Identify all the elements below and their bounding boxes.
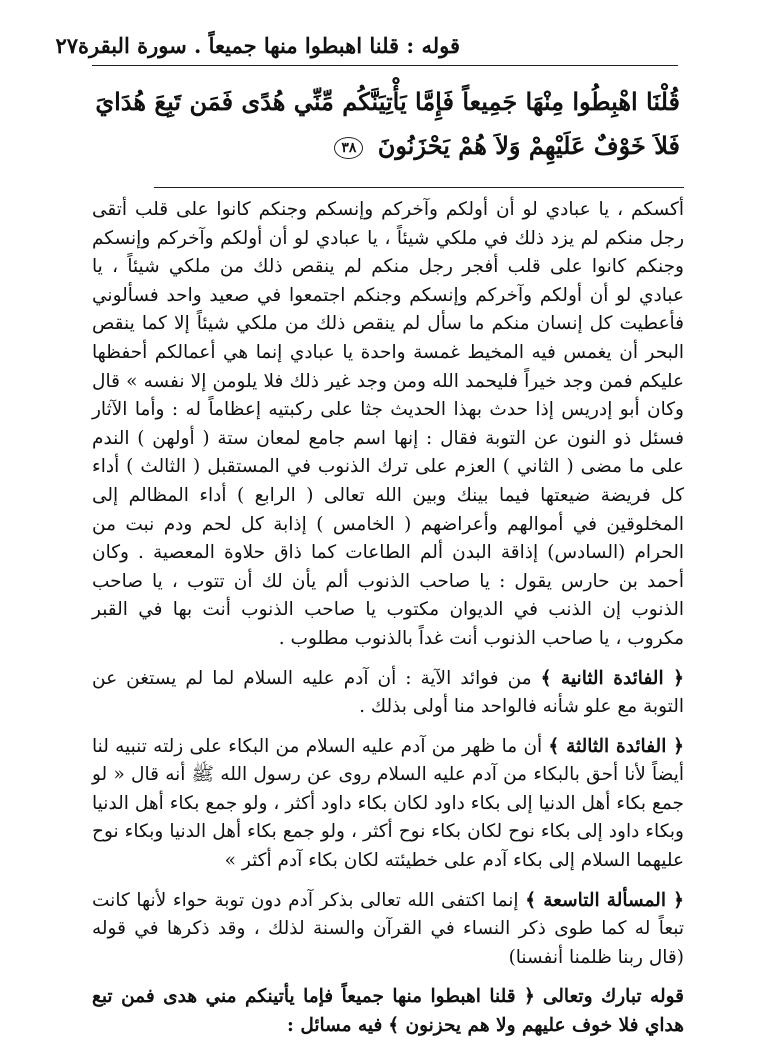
paragraph-second-benefit — [92, 665, 684, 722]
paragraph-next-verse — [92, 983, 684, 1040]
running-header — [55, 30, 706, 60]
header-rule — [92, 65, 678, 66]
paragraph-ninth-issue — [92, 887, 684, 973]
paragraph-text: فيه مسائل : — [287, 1015, 383, 1037]
paragraph-third-benefit — [92, 733, 684, 876]
paragraph-text: قوله تبارك وتعالى — [542, 986, 684, 1008]
section-label: ﴿ الفائدة الثالثة ﴾ — [548, 735, 684, 757]
verse-text: قُلْنَا اهْبِطُوا مِنْهَا جَمِيعاً فَإِمَّا يَأْتِيَنَّكُم مِّنِّي هُدًى فَمَن تَبِعَ هُدَايَ فَلاَ خَوْفٌ عَلَيْهِمْ وَلاَ هُمْ يَحْزَنُونَ — [95, 87, 680, 160]
section-label: ﴿ الفائدة الثانية ﴾ — [540, 667, 684, 689]
quoted-verse: ﴿ قلنا اهبطوا منها جميعاً فإما يأتينكم مني هدى فمن تبع هداي فلا خوف عليهم ولا هم يحزنون ﴾ — [92, 986, 684, 1037]
section-label: ﴿ المسألة التاسعة ﴾ — [525, 889, 684, 911]
paragraph-text: من فوائد الآية : أن آدم عليه السلام لما لم يستغن عن التوبة مع علو شأنه فالواحد منا أولى بذلك . — [92, 667, 684, 718]
paragraph-text: إنما اكتفى الله تعالى بذكر آدم دون توبة حواء لأنها كانت تبعاً له كما طوى ذكر النساء في القرآن والسنة لذلك ، وقد ذكرها في قوله (قال ربنا ظلمنا أنفسنا) — [92, 889, 684, 968]
quran-verse — [92, 80, 680, 168]
header-title: قوله : قلنا اهبطوا منها جميعاً . سورة البقرة — [78, 32, 460, 58]
verse-number-marker: ٣٨ — [334, 137, 363, 159]
commentary-body — [92, 196, 684, 1041]
paragraph-text: أن ما ظهر من آدم عليه السلام من البكاء على زلته تنبيه لنا أيضاً لأنا أحق بالبكاء من آدم عليه السلام روى عن رسول الله ﷺ أنه قال « لو جمع بكاء أهل الدنيا إلى بكاء داود لكان بكاء داود أكثر ، ولو جمع بكاء أهل الدنيا وبكاء داود إلى بكاء نوح لكان بكاء نوح أكثر ، ولو جمع بكاء أهل الدنيا وبكاء نوح عليهما السلام إلى بكاء آدم على خطيئته لكان بكاء آدم أكثر » — [92, 735, 684, 872]
verse-separator-rule — [154, 187, 684, 188]
paragraph-hadith-and-repentance — [92, 196, 684, 654]
page-number: ٢٧ — [55, 32, 78, 58]
paragraph-text: أكسكم ، يا عبادي لو أن أولكم وآخركم وإنسكم وجنكم كانوا على قلب أتقى رجل منكم لم يزد ذلك في ملكي شيئاً ، يا عبادي لو أن أولكم وآخركم وإنسكم وجنكم كانوا على قلب أفجر رجل منكم لم ينقص ذلك من ملكي شيئاً ، يا عبادي لو أن أولكم وآخركم وإنسكم وجنكم اجتمعوا في صعيد واحد فسألوني فأعطيت كل إنسان منكم ما سأل لم ينقص ذلك من ملكي شيئاً إلا كما ينقص البحر أن يغمس فيه المخيط غمسة واحدة يا عبادي إنما هي أعمالكم أحفظها عليكم فمن وجد خيراً فليحمد الله ومن وجد غير ذلك فلا يلومن إلا نفسه » قال وكان أبو إدريس إذا حدث بهذا الحديث جثا على ركبتيه إعظاماً له : وأما الآثار فسئل ذو النون عن التوبة فقال : إنها اسم جامع لمعان ستة ( أولهن ) الندم على ما مضى ( الثاني ) العزم على ترك الذنوب في المستقبل ( الثالث ) أداء كل فريضة ضيعتها فيما بينك وبين الله تعالى ( الرابع ) أداء المظالم إلى المخلوقين في أموالهم وأعراضهم ( الخامس ) إذابة كل لحم ودم نبت من الحرام (السادس) إذاقة البدن ألم الطاعات كما ذاق حلاوة المعصية . وكان أحمد بن حارس يقول : يا صاحب الذنوب ألم يأن لك أن تتوب ، يا صاحب الذنوب إن الذنب في الديوان مكتوب يا صاحب الذنوب أنت بها في القبر مكروب ، يا صاحب الذنوب أنت غداً بالذنوب مطلوب . — [92, 199, 684, 649]
